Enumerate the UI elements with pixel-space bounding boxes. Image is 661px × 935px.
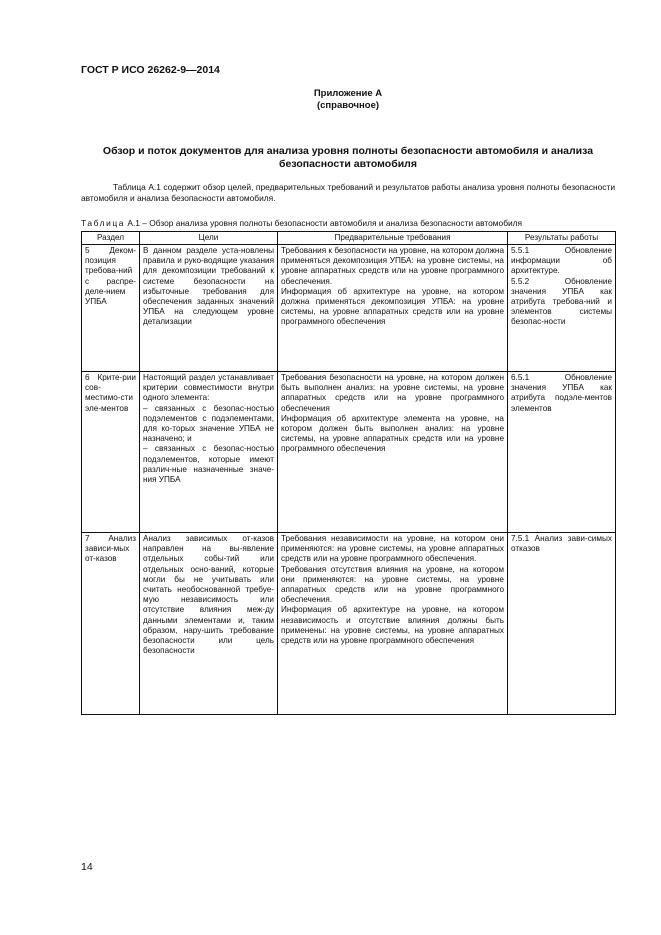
cell-results [508,245,616,372]
prerequisite-text: Информация об архитектуре элемента на уровне, на котором должен быть выполнен анализ: на уровне системы, на уровне аппаратных средств или на уровне программного обеспечения [281,413,504,454]
column-header-results: Результаты работы [508,232,616,245]
table-header-row [82,232,616,245]
column-header-section: Раздел [82,232,140,245]
goal-text: – связанных с безопас-ностью подэлементов с подэлементами, для ко-торых значение УПБА не назначено; и [143,403,274,444]
document-title-line-1: Обзор и поток документов для анализа уровня полноты безопасности автомобиля и анализа [102,145,594,157]
standard-designation: ГОСТ Р ИСО 26262-9—2014 [81,64,220,76]
cell-goals [140,372,278,533]
prerequisite-text: Требования к безопасности на уровне, на котором должна применяться декомпозиция УПБА: на уровне системы, на уровне аппаратных средств или на уровне программного обеспечения. [281,246,504,286]
table-row [82,533,616,715]
cell-goals: Анализ зависимых от-казов направлен на вы-явление отдельных собы-тий или отдельных осно-ваний, которые могли бы не учитывать или считать необоснованной требуе-мую независимость или отсутствие влияния меж-ду данными элементами и, таким образом, нару-шить требование безопасности или цель безопасности [140,533,278,715]
cell-prerequisites [278,245,508,372]
intro-paragraph: Таблица А.1 содержит обзор целей, предварительных требований и результатов работы анализа уровня полноты безопасности автомобиля и анализа безопасности автомобиля. [81,182,615,203]
cell-goals: В данном разделе уста-новлены правила и руко-водящие указания для декомпозиции требований к системе безопасности на избыточные требования для обеспечения заданных значений УПБА на следующем уровне детализации [140,245,278,372]
prerequisite-text: Требования безопасности на уровне, на котором должен быть выполнен анализ: на уровне системы, на уровне аппаратных средств или на уровне программного обеспечения [281,373,504,413]
annex-title: Приложение А [313,88,383,99]
cell-results [508,533,616,715]
prerequisite-text: Требования отсутствия влияния на уровне, на котором они применяются: на уровне системы, на уровне аппаратных средств или на уровне программного обеспечения. [281,564,504,605]
overview-table [81,231,616,715]
table-caption-prefix: Таблица [81,218,126,228]
result-text: 5.5.2 Обновление значения УПБА как атрибута требова-ний и элементов системы безопас-ности [511,276,612,327]
document-title [81,145,615,170]
cell-prerequisites [278,372,508,533]
goal-text: – связанных с безопас-ностью подэлементов, которые имеют различ-ные назначенные значе-ния УПБА [143,444,274,485]
cell-section: 7 Анализ зависи-мых от-казов [82,533,140,715]
cell-section: 5 Деком-позиция требова-ний с распре-деле-нием УПБА [82,245,140,372]
cell-results [508,372,616,533]
cell-section: 6 Крите-рии сов-местимо-сти эле-ментов [82,372,140,533]
table-caption [81,218,522,228]
result-text: 5.5.1 Обновление информации об архитектуре. [511,246,612,276]
table-row [82,372,616,533]
annex-type: (справочное) [316,100,380,111]
column-header-goals: Цели [140,232,278,245]
page-number: 14 [81,861,93,873]
result-text: 6.5.1 Обновление значения УПБА как атрибута подэле-ментов элементов [511,373,612,413]
document-title-line-2: безопасности автомобиля [279,157,417,170]
table-caption-text: А.1 – Обзор анализа уровня полноты безопасности автомобиля и анализа безопасности автомобиля [125,218,523,228]
column-header-prerequisites: Предварительные требования [278,232,508,245]
prerequisite-text: Требования независимости на уровне, на котором они применяются: на уровне системы, на уровне аппаратных средств или на уровне программного обеспечения. [281,534,504,564]
goal-text: Настоящий раздел устанавливает критерии совместимости внутри одного элемента: [143,373,274,403]
result-text: 7.5.1 Анализ зави-симых отказов [511,534,612,554]
cell-prerequisites [278,533,508,715]
annex-heading [81,88,615,112]
table-row [82,245,616,372]
prerequisite-text: Информация об архитектуре на уровне, на котором должна применяться декомпозиция УПБА: на уровне системы, на уровне аппаратных средств или на уровне программного обеспечения [281,286,504,327]
prerequisite-text: Информация об архитектуре на уровне, на котором независимость и отсутствие влияния должны быть применены: на уровне системы, на уровне аппаратных средств или на уровне программного обеспечения [281,605,504,646]
